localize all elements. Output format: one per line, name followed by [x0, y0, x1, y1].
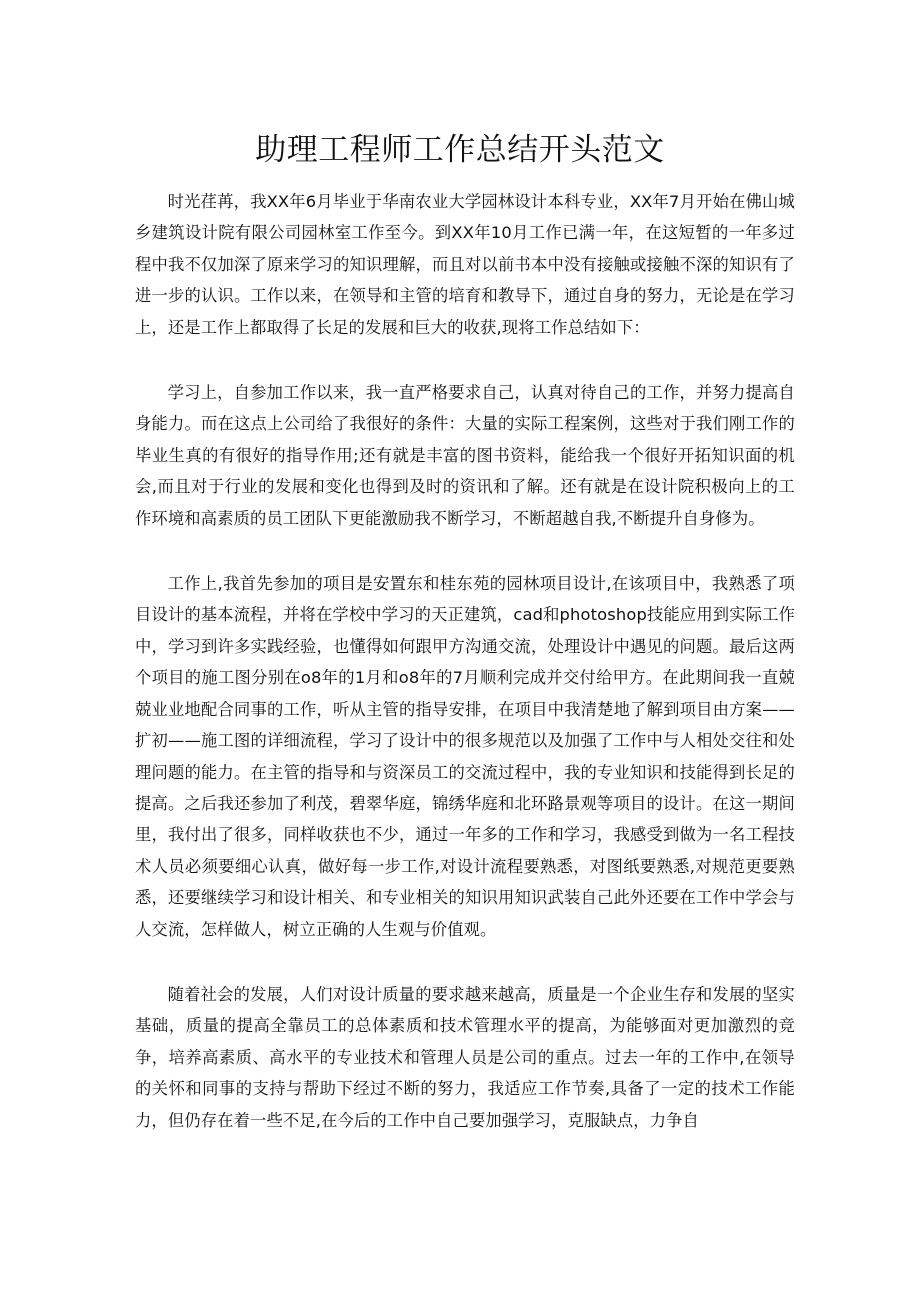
paragraph-study: 学习上，自参加工作以来，我一直严格要求自己，认真对待自己的工作，并努力提高自身能力。而在这点上公司给了我很好的条件：大量的实际工程案例，这些对于我们刚工作的毕业生真的有很好的指导作用;还有就是丰富的图书资料，能给我一个很好开拓知识面的机会,而且对于行业的发展和变化也得到及时的资讯和了解。还有就是在设计院积极向上的工作环境和高素质的员工团队下更能激励我不断学习，不断超越自我,不断提升自身修为。: [135, 383, 795, 528]
paragraph-intro: 时光荏苒，我XX年6月毕业于华南农业大学园林设计本科专业，XX年7月开始在佛山城乡建筑设计院有限公司园林室工作至今。到XX年10月工作已满一年，在这短暂的一年多过程中我不仅加深了原来学习的知识理解，而且对以前书本中没有接触或接触不深的知识有了进一步的认识。工作以来，在领导和主管的培育和教导下，通过自身的努力，无论是在学习上，还是工作上都取得了长足的发展和巨大的收获,现将工作总结如下：: [135, 192, 795, 337]
paragraph-development: 随着社会的发展，人们对设计质量的要求越来越高，质量是一个企业生存和发展的坚实基础，质量的提高全靠员工的总体素质和技术管理水平的提高，为能够面对更加激烈的竞争，培养高素质、高水平的专业技术和管理人员是公司的重点。过去一年的工作中,在领导的关怀和同事的支持与帮助下经过不断的努力，我适应工作节奏,具备了一定的技术工作能力，但仍存在着一些不足,在今后的工作中自己要加强学习，克服缺点，力争自: [135, 984, 795, 1130]
paragraph-work: 工作上,我首先参加的项目是安置东和桂东苑的园林项目设计,在该项目中，我熟悉了项目设计的基本流程，并将在学校中学习的天正建筑，cad和photoshop技能应用到实际工作中，学习到许多实践经验，也懂得如何跟甲方沟通交流，处理设计中遇见的问题。最后这两个项目的施工图分别在o8年的1月和o8年的7月顺利完成并交付给甲方。在此期间我一直兢兢业业地配合同事的工作，听从主管的指导安排，在项目中我清楚地了解到项目由方案——扩初——施工图的详细流程，学习了设计中的很多规范以及加强了工作中与人相处交往和处理问题的能力。在主管的指导和与资深员工的交流过程中，我的专业知识和技能得到长足的提高。之后我还参加了利茂，碧翠华庭，锦绣华庭和北环路景观等项目的设计。在这一期间里，我付出了很多，同样收获也不少，通过一年多的工作和学习，我感受到做为一名工程技术人员必须要细心认真，做好每一步工作,对设计流程要熟悉，对图纸要熟悉,对规范更要熟悉，还要继续学习和设计相关、和专业相关的知识用知识武装自己此外还要在工作中学会与人交流，怎样做人，树立正确的人生观与价值观。: [135, 574, 795, 939]
document-body: [135, 186, 795, 1170]
document-title: 助理工程师工作总结开头范文: [255, 132, 665, 168]
